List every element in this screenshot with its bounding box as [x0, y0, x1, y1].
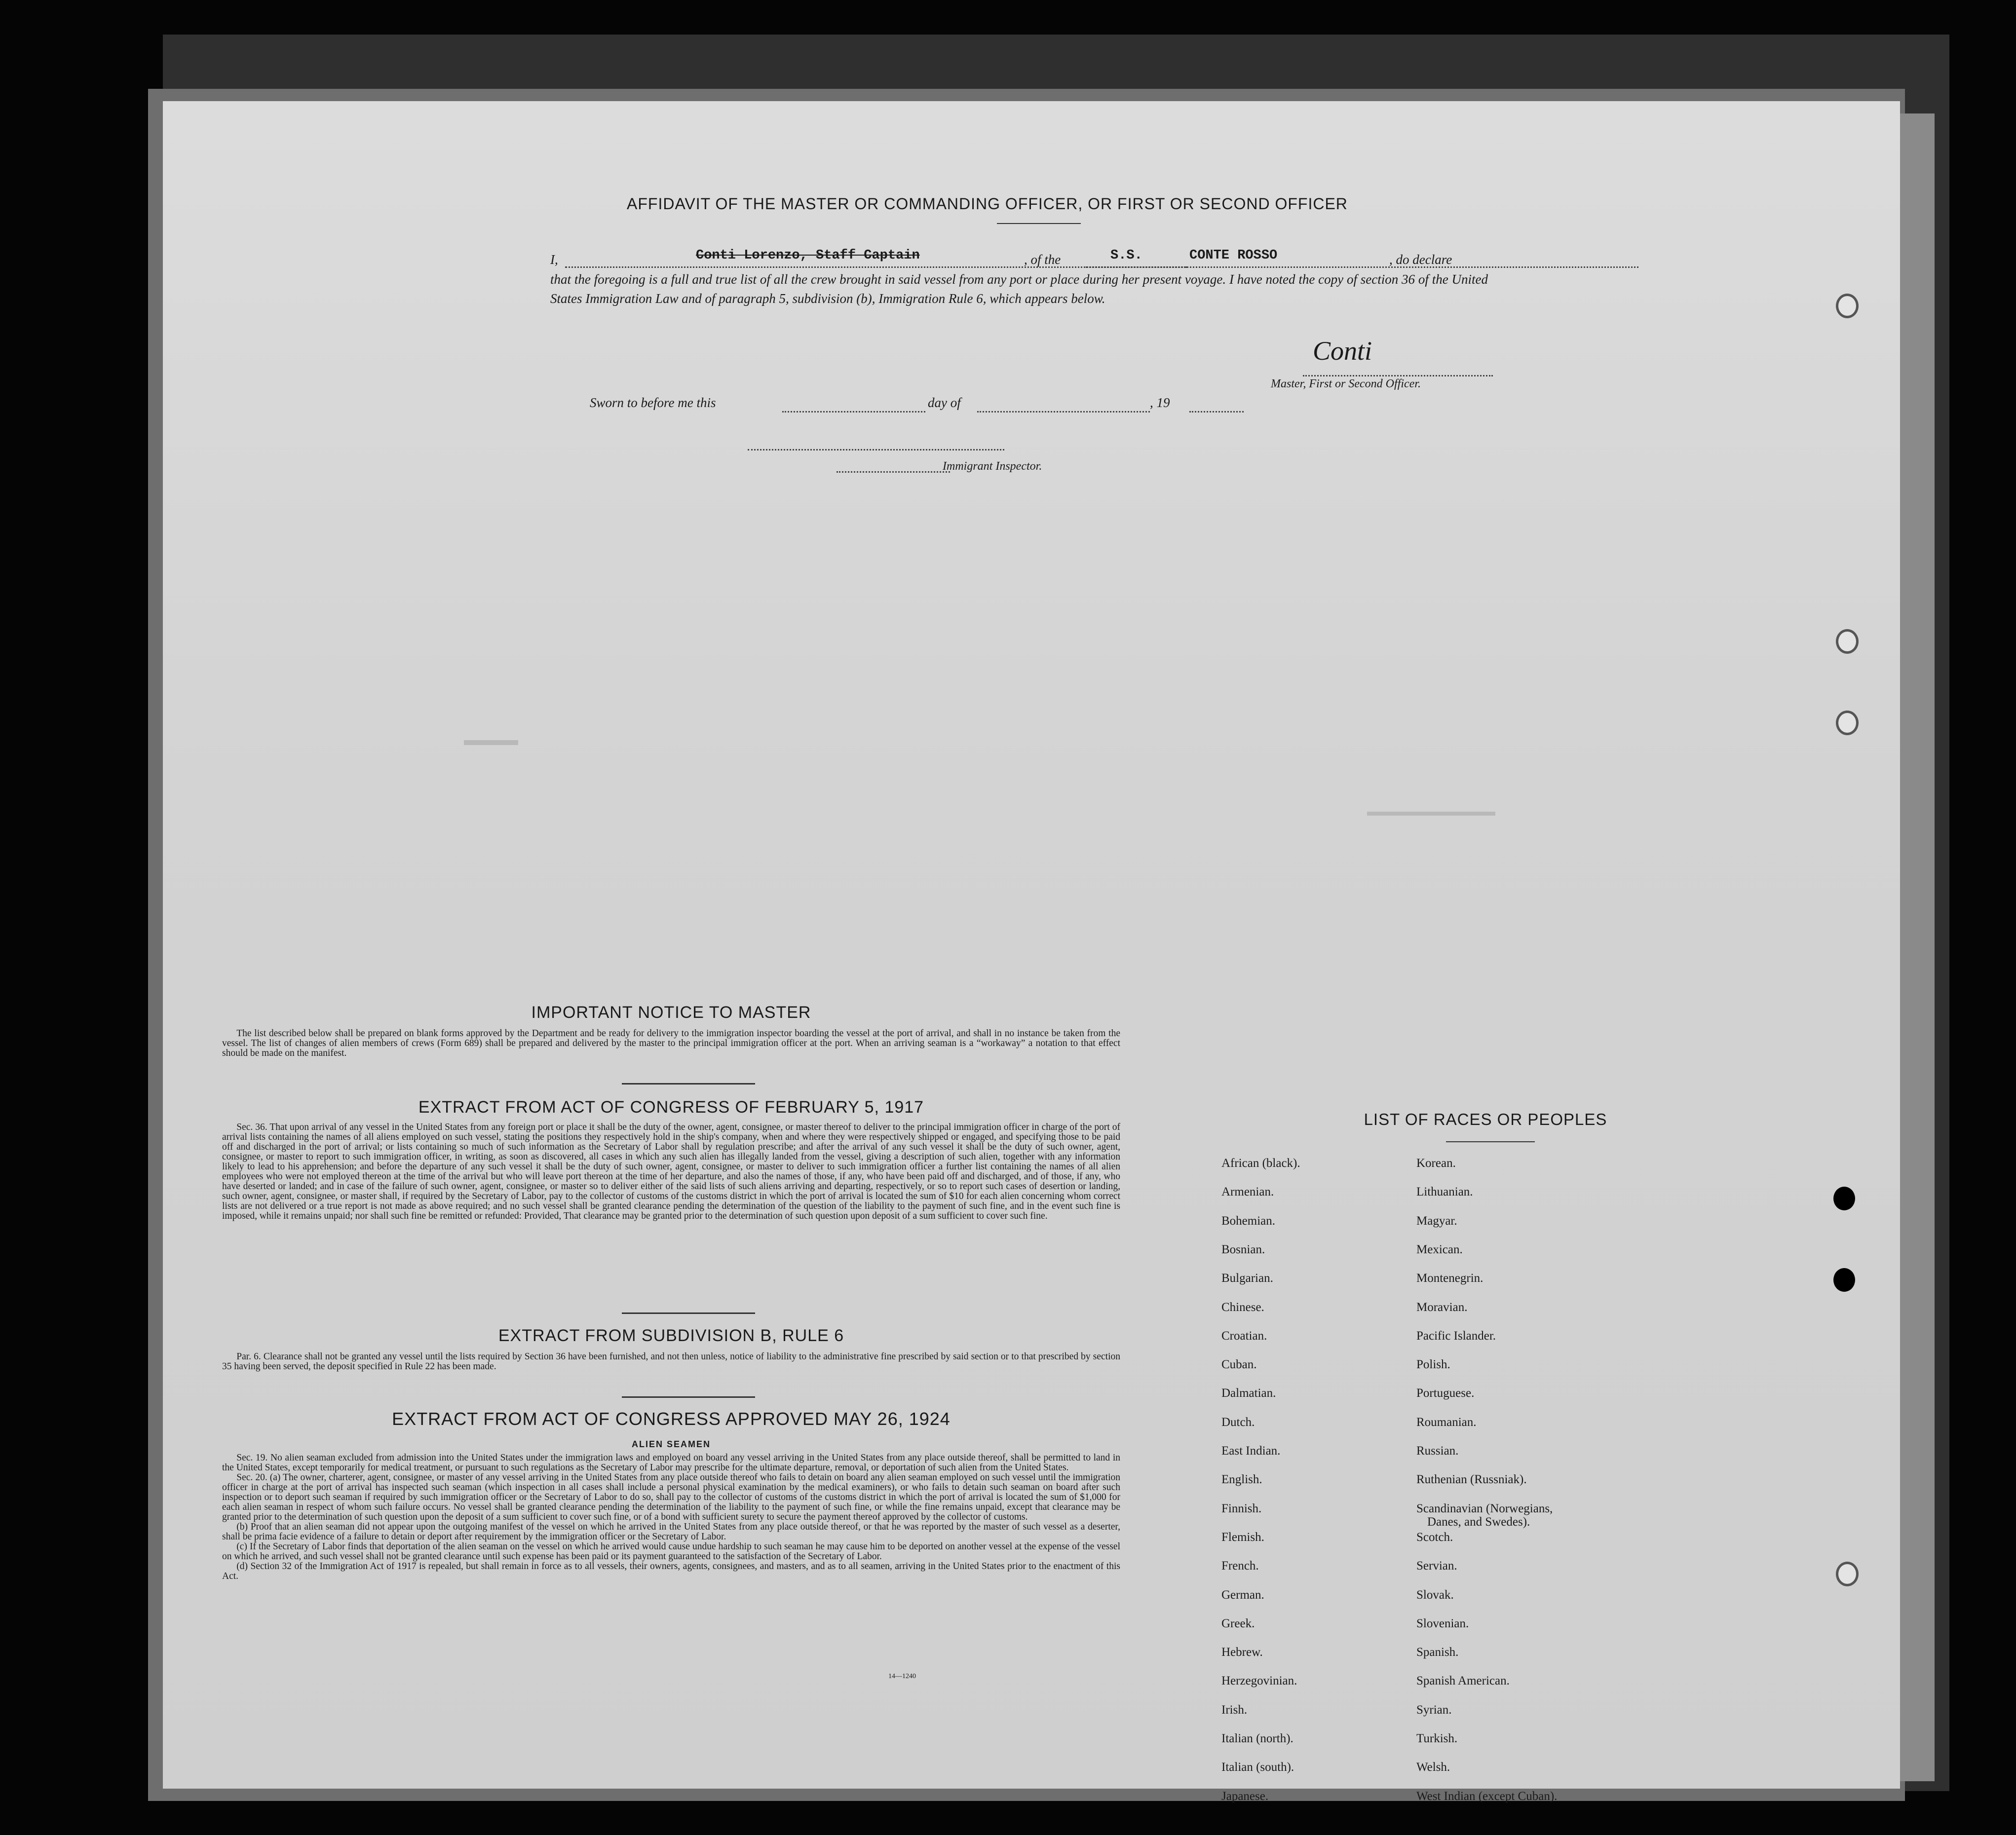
race-left-item: Finnish. — [1221, 1501, 1262, 1515]
alien-seamen-subtitle: ALIEN SEAMEN — [631, 1439, 711, 1449]
race-right-item: Danes, and Swedes). — [1427, 1515, 1530, 1529]
race-left-item: Japanese. — [1221, 1789, 1269, 1803]
race-right-item: Russian. — [1416, 1444, 1459, 1458]
inspector-line-2 — [837, 471, 950, 473]
race-right-item: Polish. — [1416, 1358, 1450, 1372]
document-page — [163, 101, 1900, 1803]
extract-1917-text — [222, 1123, 1120, 1221]
bleed-mark — [464, 740, 518, 745]
race-left-item: Italian (north). — [1221, 1732, 1293, 1745]
race-left-item: Dutch. — [1221, 1415, 1255, 1429]
race-left-item: Greek. — [1221, 1616, 1255, 1630]
affidavit-body: that the foregoing is a full and true list of all the crew brought in said vessel from any port or place during her present voyage. I have noted the copy of section 36 of the United States Immigration Law and of paragraph 5, subdivision (b), Immigration Rule 6, which appears below. — [550, 272, 1488, 306]
notice-text — [222, 1029, 1120, 1058]
races-title: LIST OF RACES OR PEOPLES — [1364, 1110, 1607, 1128]
affidavit-pronoun: I, — [550, 252, 558, 267]
sec-20d-paragraph: (d) Section 32 of the Immigration Act of 1917 is repealed, but shall remain in force as to all vessels, their owners, agents, consignees, and masters, and as to all seamen, arriving in the United States prior to the enactment of this Act. — [222, 1561, 1120, 1581]
month-line — [977, 411, 1150, 412]
races-rule — [1446, 1141, 1535, 1142]
rule6-title: EXTRACT FROM SUBDIVISION B, RULE 6 — [498, 1326, 844, 1345]
race-left-item: Armenian. — [1221, 1185, 1274, 1199]
form-number: 14—1240 — [888, 1673, 916, 1680]
race-right-item: Montenegrin. — [1416, 1272, 1483, 1285]
race-left-item: Bulgarian. — [1221, 1272, 1273, 1285]
do-declare-text: , do declare — [1389, 252, 1452, 267]
race-right-item: Moravian. — [1416, 1300, 1468, 1314]
race-left-item: Bohemian. — [1221, 1214, 1276, 1228]
binder-hole — [1836, 294, 1859, 318]
extract-1917-title: EXTRACT FROM ACT OF CONGRESS OF FEBRUARY 5, 1917 — [418, 1098, 924, 1117]
race-right-item: Spanish. — [1416, 1646, 1459, 1659]
punch-dot — [1833, 1187, 1855, 1210]
race-right-item: Welsh. — [1416, 1760, 1450, 1774]
affidavit-title: AFFIDAVIT OF THE MASTER OR COMMANDING OFFICER, OR FIRST OR SECOND OFFICER — [627, 195, 1348, 213]
race-left-item: Herzegovinian. — [1221, 1674, 1297, 1688]
race-left-item: Italian (south). — [1221, 1760, 1294, 1774]
section-rule — [622, 1083, 755, 1085]
sec-20c-paragraph: (c) If the Secretary of Labor finds that deportation of the alien seaman on the vessel on which he arrived would cause undue hardship to such seaman he may cause him to be deported on another vessel at the expense of the vessel on which he arrived, and such vessel shall not be granted clearance until such expense has been paid or its payment guaranteed to the satisfaction of the Secretary of Labor. — [222, 1541, 1120, 1562]
rule6-text — [222, 1352, 1120, 1372]
race-left-item: Hebrew. — [1221, 1646, 1263, 1659]
binder-hole — [1836, 711, 1859, 735]
notice-title: IMPORTANT NOTICE TO MASTER — [531, 1003, 811, 1022]
sec-19-paragraph: Sec. 19. No alien seaman excluded from admission into the United States under the immigration laws and employed on board any vessel arriving in the United States from any place outside thereof, shall be permitted to land in the United States, except temporarily for medical treatment, or pursuant to such regulations as the Secretary of Labor may prescribe for the ultimate departure, removal, or deportation of such alien from the United States. — [222, 1453, 1120, 1473]
race-right-item: Scandinavian (Norwegians, — [1416, 1501, 1553, 1515]
race-right-item: Slovak. — [1416, 1588, 1454, 1602]
race-left-item: English. — [1221, 1473, 1262, 1487]
signature-caption: Master, First or Second Officer. — [1271, 377, 1421, 390]
rule6-paragraph: Par. 6. Clearance shall not be granted any vessel until the lists required by Section 36 have been furnished, and not then unless, notice of liability to the administrative fine prescribed by said section or to that prescribed by section 35 having been served, the deposit specified in Rule 22 has been made. — [222, 1351, 1120, 1372]
race-right-item: Lithuanian. — [1416, 1185, 1473, 1199]
inspector-caption: Immigrant Inspector. — [943, 460, 1042, 473]
race-right-item: Pacific Islander. — [1416, 1329, 1496, 1343]
sec-20b-paragraph: (b) Proof that an alien seaman did not appear upon the outgoing manifest of the vessel on which he arrived in the United States from any place outside thereof, or that he was reported by the master of such vessel as a deserter, shall be prima facie evidence of a failure to detain or deport after requirement by the immigration officer or the Secretary of Labor. — [222, 1522, 1120, 1542]
race-left-item: Croatian. — [1221, 1329, 1267, 1343]
race-right-item: Servian. — [1416, 1559, 1457, 1573]
race-right-item: West Indian (except Cuban). — [1416, 1789, 1558, 1803]
master-signature: Conti — [1313, 336, 1372, 366]
race-left-item: German. — [1221, 1588, 1264, 1602]
inspector-line — [748, 449, 1004, 450]
vessel-prefix: S.S. — [1110, 248, 1142, 263]
extract-1917-paragraph: Sec. 36. That upon arrival of any vessel in the United States from any foreign port or place it shall be the duty of the owner, agent, consignee, or master thereof to deliver to the principal immigration officer in charge of the port of arrival lists containing the names of all aliens employed on such vessel, stating the positions they respectively hold in the ship's company, when and where they were respectively shipped or engaged, and specifying those to be paid off and discharged in the port of arrival; or lists containing so much of such information as the Secretary of Labor shall by regulation prescribe; and after the arrival of any such vessel it shall be the duty of such owner, agent, consignee, or master to report to such immigration officer, in writing, as soon as discovered, all cases in which any such alien has illegally landed from the vessel, giving a description of such alien, together with any information likely to lead to his apprehension; and before the departure of any such vessel it shall be the duty of such owner, agent, consignee, or master to deliver to such immigration officer a further list containing the names of all alien employees who were not employed thereon at the time of the arrival but who will leave port thereon at the time of her departure, and also the names of those, if any, who have been paid off and discharged, and of those, if any, who have deserted or landed; and in case of the failure of such owner, agent, consignee, or master so to deliver either of the said lists of such aliens arriving and departing, respectively, or so to report such cases of desertion or landing, such owner, agent, consignee, or master shall, if required by the Secretary of Labor, pay to the collector of customs of the customs district in which the port of arrival is located the sum of $10 for each alien concerning whom correct lists are not delivered or a true report is not made as above required; and no such vessel shall be granted clearance pending the determination of the question of the liability to the payment of such fine, and in the event such fine is imposed, while it remains unpaid; nor shall such fine be remitted or refunded: Provided, That clearance may be granted prior to the determination of such question upon deposit of a sum sufficient to cover such fine. — [222, 1122, 1120, 1221]
of-the-text: , of the — [1024, 252, 1061, 267]
section-rule — [622, 1312, 755, 1314]
race-right-item: Scotch. — [1416, 1530, 1453, 1544]
binder-hole — [1836, 1562, 1859, 1586]
race-right-item: Syrian. — [1416, 1703, 1452, 1717]
year-line — [1189, 411, 1244, 412]
race-right-item: Spanish American. — [1416, 1674, 1510, 1688]
race-right-item: Turkish. — [1416, 1732, 1458, 1745]
race-left-item: Dalmatian. — [1221, 1386, 1276, 1400]
binder-hole — [1836, 629, 1859, 654]
day-line — [782, 411, 925, 412]
notice-paragraph: The list described below shall be prepared on blank forms approved by the Department and be ready for delivery to the immigration inspector boarding the vessel at the port of arrival, and shall in no instance be taken from the vessel. The list of changes of alien members of crews (Form 689) shall be prepared and delivered by the master to the principal immigration officer at the port. When an arriving seaman is a “workaway” a notation to that effect should be made on the manifest. — [222, 1028, 1120, 1058]
race-left-item: East Indian. — [1221, 1444, 1281, 1458]
vessel-name: CONTE ROSSO — [1189, 248, 1278, 263]
bleed-mark — [1367, 812, 1495, 816]
race-left-item: Cuban. — [1221, 1358, 1257, 1372]
day-of-text: day of — [928, 395, 961, 410]
signature-line — [1303, 375, 1493, 376]
year-prefix: , 19 — [1150, 395, 1170, 410]
title-rule — [997, 223, 1081, 224]
race-left-item: Irish. — [1221, 1703, 1248, 1717]
race-right-item: Slovenian. — [1416, 1616, 1469, 1630]
race-right-item: Magyar. — [1416, 1214, 1457, 1228]
race-left-item: Flemish. — [1221, 1530, 1264, 1544]
race-left-item: French. — [1221, 1559, 1259, 1573]
race-right-item: Ruthenian (Russniak). — [1416, 1473, 1527, 1487]
extract-1924-title: EXTRACT FROM ACT OF CONGRESS APPROVED MAY 26, 1924 — [392, 1409, 951, 1429]
section-rule — [622, 1396, 755, 1398]
page-edge — [1900, 113, 1935, 1781]
race-left-item: Chinese. — [1221, 1300, 1264, 1314]
race-right-item: Portuguese. — [1416, 1386, 1475, 1400]
vessel-line — [1086, 266, 1638, 268]
sworn-prefix: Sworn to before me this — [590, 395, 716, 410]
extract-1924-text — [222, 1453, 1120, 1581]
sec-20a-paragraph: Sec. 20. (a) The owner, charterer, agent, consignee, or master of any vessel arriving in the United States from any place outside thereof who fails to detain on board any alien seaman employed on such vessel until the immigration officer in charge at the port of arrival has inspected such seaman (which inspection in all cases shall include a personal physical examination by the medical examiners), or who fails to detain such seaman on board after such inspection or to deport such seaman if required by such immigration officer or the Secretary of Labor to do so, shall pay to the collector of customs of the customs district in which the port of arrival is located the sum of $1,000 for each alien seaman in respect of whom such failure occurs. No vessel shall be granted clearance pending the determination of the liability to the payment of such fine, or while the fine remains unpaid, except that clearance may be granted prior to the determination of such question upon the deposit of a sum sufficient to cover such fine, or of a bond with sufficient surety to secure the payment thereof approved by the collector of customs. — [222, 1472, 1120, 1522]
race-right-item: Mexican. — [1416, 1242, 1463, 1256]
race-left-item: African (black). — [1221, 1157, 1300, 1170]
race-left-item: Bosnian. — [1221, 1242, 1265, 1256]
master-name: Conti Lorenzo, Staff Captain — [696, 248, 920, 263]
race-right-item: Roumanian. — [1416, 1415, 1477, 1429]
race-right-item: Korean. — [1416, 1157, 1456, 1170]
punch-dot — [1833, 1268, 1855, 1292]
